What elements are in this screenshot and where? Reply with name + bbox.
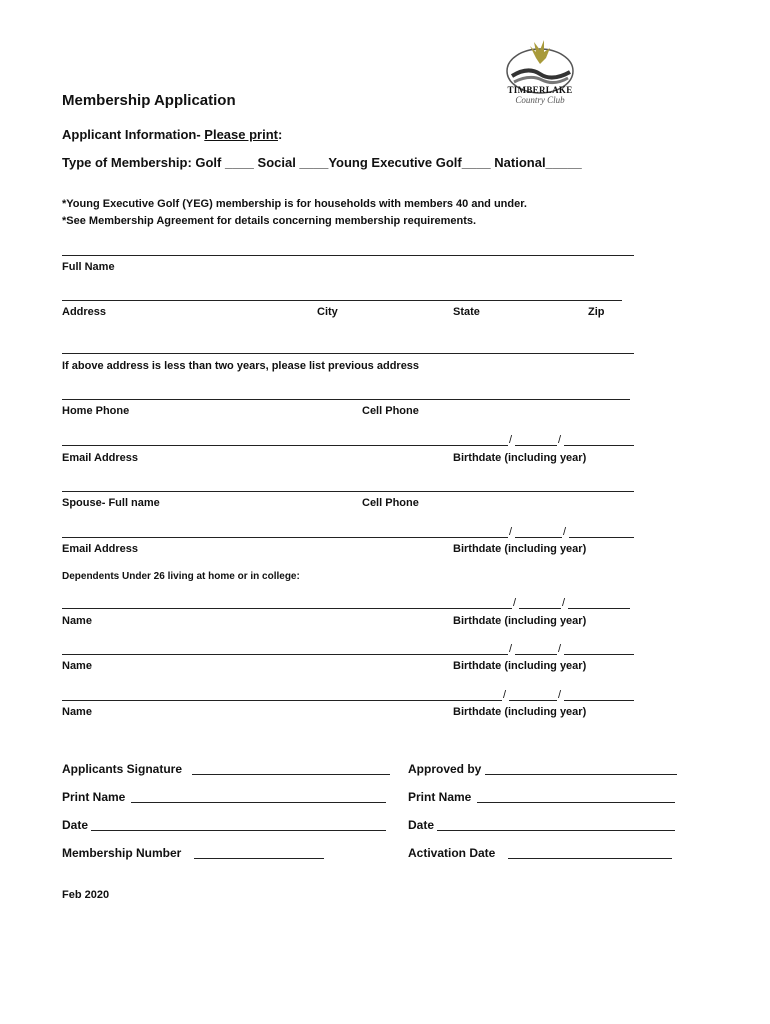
footer-date: Feb 2020	[62, 889, 110, 901]
email-line[interactable]	[62, 445, 508, 446]
spouse-cell-label: Cell Phone	[362, 497, 419, 509]
print-name-left-line[interactable]	[131, 802, 386, 803]
spouse-birth-slash-2: /	[563, 526, 567, 538]
phone-line[interactable]	[62, 399, 630, 400]
note-agreement: *See Membership Agreement for details concerning membership requirements.	[62, 215, 477, 227]
dependent-2-birth-label: Birthdate (including year)	[453, 660, 587, 672]
timberlake-logo	[500, 38, 580, 108]
spouse-birth-day-line[interactable]	[515, 537, 562, 538]
spouse-name-label: Spouse- Full name	[62, 497, 160, 509]
dep2-day-line[interactable]	[515, 654, 557, 655]
birth-year-line[interactable]	[564, 445, 634, 446]
dependent-3-name-label: Name	[62, 706, 92, 718]
dependent-1-name-label: Name	[62, 615, 92, 627]
previous-address-label: If above address is less than two years, please list previous address	[62, 360, 420, 372]
date-left-label: Date	[62, 818, 89, 832]
activation-date-line[interactable]	[508, 858, 672, 859]
dependent-2-name-label: Name	[62, 660, 92, 672]
logo-subtitle: Country Club	[515, 95, 565, 105]
address-line[interactable]	[62, 300, 622, 301]
state-label: State	[453, 306, 480, 318]
spouse-email-line[interactable]	[62, 537, 508, 538]
dep1-slash-2: /	[562, 597, 566, 609]
dependent-2-line[interactable]	[62, 654, 508, 655]
dep2-year-line[interactable]	[564, 654, 634, 655]
dep3-slash-2: /	[558, 689, 562, 701]
print-name-left-label: Print Name	[62, 790, 126, 804]
spouse-birth-slash-1: /	[509, 526, 513, 538]
dependent-3-line[interactable]	[62, 700, 502, 701]
approved-by-line[interactable]	[485, 774, 677, 775]
applicant-signature-label: Applicants Signature	[62, 762, 183, 776]
dep1-year-line[interactable]	[568, 608, 630, 609]
please-print: Please print	[204, 127, 278, 142]
date-right-line[interactable]	[437, 830, 675, 831]
spouse-birthdate-label: Birthdate (including year)	[453, 543, 587, 555]
note-yeg: *Young Executive Golf (YEG) membership is for households with members 40 and under.	[62, 198, 527, 210]
dep3-slash-1: /	[503, 689, 507, 701]
email-label: Email Address	[62, 452, 139, 464]
page-title: Membership Application	[62, 92, 236, 109]
dep3-year-line[interactable]	[564, 700, 634, 701]
birth-slash-1: /	[509, 434, 513, 446]
logo-name: TIMBERLAKE	[507, 85, 573, 95]
membership-type-field[interactable]: Type of Membership: Golf ____ Social ____Young Executive Golf____ National_____	[62, 155, 582, 170]
dependents-heading: Dependents Under 26 living at home or in college:	[62, 571, 300, 582]
print-name-right-label: Print Name	[408, 790, 472, 804]
date-right-label: Date	[408, 818, 435, 832]
dependent-1-birth-label: Birthdate (including year)	[453, 615, 587, 627]
birth-slash-2: /	[558, 434, 562, 446]
full-name-label: Full Name	[62, 261, 115, 273]
applicant-signature-line[interactable]	[192, 774, 390, 775]
dep1-slash-1: /	[513, 597, 517, 609]
spouse-birth-year-line[interactable]	[569, 537, 634, 538]
dep2-slash-2: /	[558, 643, 562, 655]
home-phone-label: Home Phone	[62, 405, 130, 417]
full-name-line[interactable]	[62, 255, 634, 256]
spouse-line[interactable]	[62, 491, 634, 492]
dep2-slash-1: /	[509, 643, 513, 655]
applicant-info-heading	[62, 127, 282, 142]
date-left-line[interactable]	[91, 830, 386, 831]
dep1-day-line[interactable]	[519, 608, 561, 609]
birthdate-label: Birthdate (including year)	[453, 452, 587, 464]
print-name-right-line[interactable]	[477, 802, 675, 803]
applicant-info-suffix: :	[277, 127, 283, 142]
dependent-1-line[interactable]	[62, 608, 512, 609]
previous-address-line[interactable]	[62, 353, 634, 354]
spouse-email-label: Email Address	[62, 543, 139, 555]
dependent-3-birth-label: Birthdate (including year)	[453, 706, 587, 718]
membership-number-label: Membership Number	[62, 846, 182, 860]
zip-label: Zip	[588, 306, 605, 318]
applicant-info-prefix: Applicant Information-	[62, 127, 205, 142]
activation-date-label: Activation Date	[408, 846, 496, 860]
cell-phone-label: Cell Phone	[362, 405, 419, 417]
dep3-day-line[interactable]	[509, 700, 557, 701]
approved-by-label: Approved by	[408, 762, 482, 776]
birth-day-line[interactable]	[515, 445, 557, 446]
membership-number-line[interactable]	[194, 858, 324, 859]
city-label: City	[317, 306, 338, 318]
address-label: Address	[62, 306, 107, 318]
